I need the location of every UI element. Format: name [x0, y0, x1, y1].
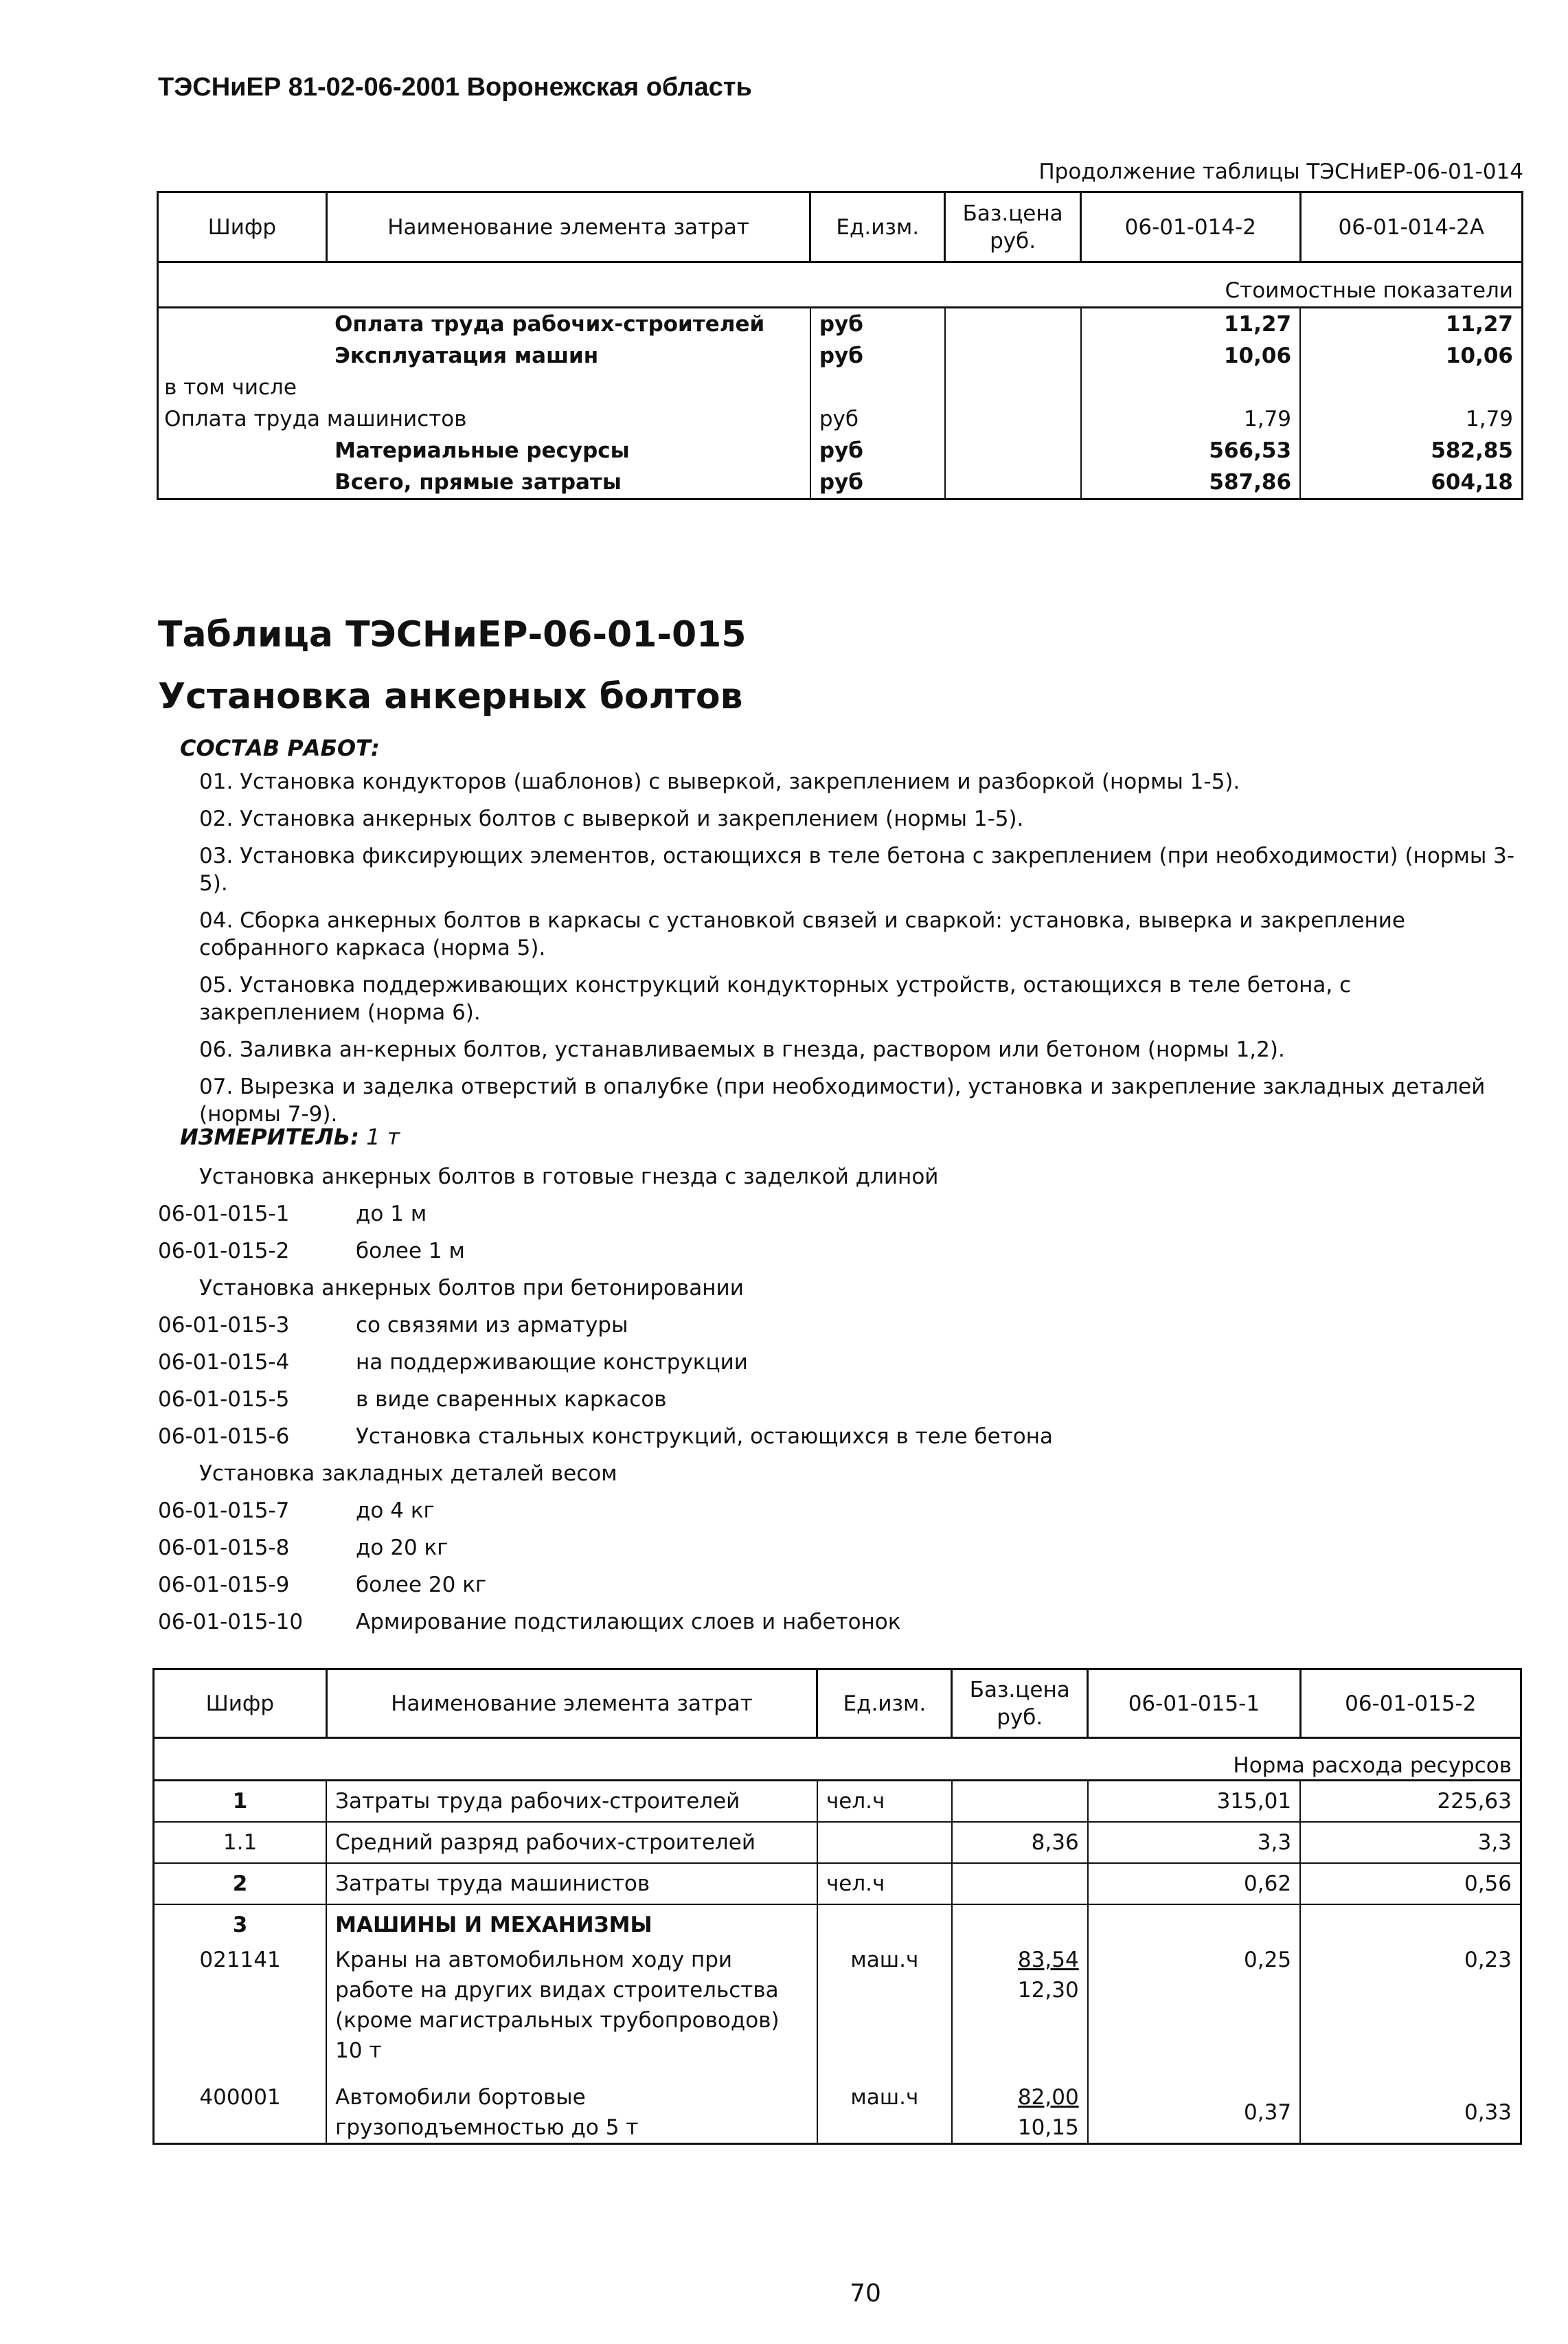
- row-value-1: 0,37: [1088, 2082, 1300, 2144]
- table-continuation-note: Продолжение таблицы ТЭСНиЕР-06-01-014: [1038, 159, 1523, 184]
- row-unit: чел.ч: [817, 1781, 952, 1823]
- norm-code: 06-01-015-3: [158, 1313, 290, 1338]
- norm-text: до 1 м: [356, 1202, 427, 1226]
- row-name: МАШИНЫ И МЕХАНИЗМЫ: [326, 1904, 817, 1945]
- list-item: 03. Установка фиксирующих элементов, остающихся в теле бетона с закреплением (при необходимости) (нормы 3-5).: [199, 844, 1515, 896]
- table-row: [158, 340, 1523, 372]
- list-item: [158, 1232, 1504, 1270]
- row-name: Оплата труда машинистов: [164, 407, 467, 431]
- norm-group: Установка анкерных болтов в готовые гнезда с заделкой длиной: [199, 1164, 939, 1189]
- col-header-norm-1: 06-01-015-1: [1088, 1669, 1300, 1738]
- list-item: 07. Вырезка и заделка отверстий в опалубке (при необходимости), установка и закрепление закладных деталей (нормы 7-9).: [199, 1074, 1486, 1127]
- norm-code: 06-01-015-9: [158, 1573, 290, 1597]
- col-header-name: Наименование элемента затрат: [326, 192, 810, 262]
- norm-text: до 20 кг: [356, 1535, 448, 1560]
- norm-text: со связями из арматуры: [356, 1313, 628, 1338]
- row-value-2: 3,3: [1300, 1822, 1521, 1863]
- norm-code: 06-01-015-4: [158, 1350, 290, 1375]
- col-header-norm-2: 06-01-014-2А: [1300, 192, 1522, 262]
- cost-table-06-01-014: [157, 191, 1523, 500]
- resource-table-06-01-015: [152, 1668, 1522, 2145]
- col-header-code: Шифр: [158, 192, 327, 262]
- list-item: [158, 1307, 1504, 1344]
- row-code: 021141: [154, 1945, 327, 2082]
- row-value-2: 0,33: [1300, 2082, 1521, 2144]
- table-row: [154, 1781, 1521, 1823]
- row-code: 400001: [154, 2082, 327, 2144]
- row-unit: маш.ч: [817, 2082, 952, 2144]
- row-value-1: 315,01: [1088, 1781, 1300, 1823]
- row-unit: руб: [810, 435, 945, 466]
- row-name: Оплата труда рабочих-строителей: [334, 312, 765, 337]
- list-item: [158, 1529, 1504, 1566]
- row-code: 1: [154, 1781, 327, 1823]
- row-value-2: 10,06: [1300, 340, 1522, 372]
- row-name: Затраты труда рабочих-строителей: [326, 1781, 817, 1823]
- table-title: Таблица ТЭСНиЕР-06-01-015: [158, 614, 747, 655]
- row-name: Средний разряд рабочих-строителей: [326, 1822, 817, 1863]
- row-name: Автомобили бортовые грузоподъемностью до 5 т: [326, 2082, 817, 2144]
- row-value-1: 3,3: [1088, 1822, 1300, 1863]
- norm-group: Установка закладных деталей весом: [199, 1461, 617, 1486]
- norm-text: более 1 м: [356, 1239, 465, 1263]
- col-header-code: Шифр: [154, 1669, 327, 1738]
- norm-code: 06-01-015-10: [158, 1610, 304, 1634]
- row-value-1: 566,53: [1081, 435, 1300, 466]
- col-header-base-price: Баз.цена руб.: [952, 1669, 1088, 1738]
- row-value-1: 0,62: [1088, 1863, 1300, 1904]
- norm-code: 06-01-015-7: [158, 1498, 290, 1523]
- list-item: 04. Сборка анкерных болтов в каркасы с установкой связей и сваркой: установка, выверка и закрепление собранного каркаса (норма 5).: [199, 908, 1405, 960]
- row-unit: руб: [810, 466, 945, 499]
- col-header-unit: Ед.изм.: [810, 192, 945, 262]
- col-header-norm-1: 06-01-014-2: [1081, 192, 1300, 262]
- row-value-2: 225,63: [1300, 1781, 1521, 1823]
- table2-subheader: Норма расхода ресурсов: [154, 1738, 1521, 1781]
- norm-code: 06-01-015-1: [158, 1202, 290, 1226]
- norm-code: 06-01-015-8: [158, 1535, 290, 1560]
- row-name: Всего, прямые затраты: [326, 466, 810, 499]
- list-item: 02. Установка анкерных болтов с выверкой и закреплением (нормы 1-5).: [199, 807, 1024, 831]
- row-value-1: 11,27: [1081, 308, 1300, 341]
- row-unit: руб: [810, 403, 945, 435]
- row-code: 2: [154, 1863, 327, 1904]
- norm-code: 06-01-015-5: [158, 1387, 290, 1412]
- table-row: [158, 308, 1523, 341]
- row-name: в том числе: [164, 375, 297, 400]
- table-row: [158, 403, 1523, 435]
- table-row: [154, 2082, 1521, 2144]
- norms-list: [158, 1158, 1504, 1641]
- row-value-2: 0,56: [1300, 1863, 1521, 1904]
- table-row: [154, 1822, 1521, 1863]
- row-code: 3: [154, 1904, 327, 1945]
- norm-text: Армирование подстилающих слоев и набетонок: [356, 1610, 901, 1634]
- row-value-2: 11,27: [1300, 308, 1522, 341]
- norm-text: более 20 кг: [356, 1573, 487, 1597]
- row-value-1: 587,86: [1081, 466, 1300, 499]
- list-item: [158, 1195, 1504, 1232]
- list-item: 05. Установка поддерживающих конструкций кондукторных устройств, остающихся в теле бетона, с закреплением (норма 6).: [199, 973, 1352, 1025]
- norm-code: 06-01-015-2: [158, 1239, 290, 1263]
- row-name: Эксплуатация машин: [334, 343, 599, 368]
- row-base-price: 82,00 10,15: [952, 2082, 1088, 2144]
- norm-text: до 4 кг: [356, 1498, 435, 1523]
- row-unit: руб: [810, 340, 945, 372]
- norm-text: Установка стальных конструкций, остающихся в теле бетона: [356, 1424, 1053, 1449]
- col-header-base-price: Баз.цена руб.: [945, 192, 1081, 262]
- row-base-price: 83,54 12,30: [952, 1945, 1088, 2082]
- table-row: [158, 466, 1523, 499]
- table-row: [154, 1945, 1521, 2082]
- row-name: Краны на автомобильном ходу при работе на других видах строительства (кроме магистральных трубопроводов) 10 т: [326, 1945, 817, 2082]
- list-item: 01. Установка кондукторов (шаблонов) с выверкой, закреплением и разборкой (нормы 1-5).: [199, 769, 1240, 794]
- row-value-2: 604,18: [1300, 466, 1522, 499]
- norm-text: в виде сваренных каркасов: [356, 1387, 667, 1412]
- measure-label: ИЗМЕРИТЕЛЬ:: [180, 1124, 359, 1150]
- norm-code: 06-01-015-6: [158, 1424, 290, 1449]
- row-value-1: 1,79: [1081, 403, 1300, 435]
- list-item: [158, 1344, 1504, 1381]
- measure-unit: [180, 1124, 400, 1150]
- row-unit: руб: [810, 308, 945, 341]
- works-list: [199, 768, 1518, 1138]
- row-value-1: 10,06: [1081, 340, 1300, 372]
- row-name: Затраты труда машинистов: [326, 1863, 817, 1904]
- document-header: ТЭСНиЕР 81-02-06-2001 Воронежская область: [158, 73, 752, 102]
- table-row: [158, 372, 1523, 403]
- page-number: 70: [850, 2279, 881, 2308]
- row-name: Материальные ресурсы: [334, 438, 630, 463]
- list-item: 06. Заливка ан-керных болтов, устанавливаемых в гнезда, раствором или бетоном (нормы 1,2).: [199, 1037, 1285, 1062]
- table-row: [154, 1863, 1521, 1904]
- norm-group: Установка анкерных болтов при бетонировании: [199, 1276, 744, 1300]
- row-base-price: 8,36: [952, 1822, 1088, 1863]
- row-value-2: 582,85: [1300, 435, 1522, 466]
- measure-value: 1 т: [366, 1124, 400, 1150]
- list-item: [158, 1492, 1504, 1529]
- list-item: [158, 1603, 1504, 1641]
- col-header-name: Наименование элемента затрат: [326, 1669, 817, 1738]
- row-value-2: 0,23: [1300, 1945, 1521, 2082]
- row-value-2: 1,79: [1300, 403, 1522, 435]
- table1-subheader: Стоимостные показатели: [158, 262, 1523, 308]
- table-subtitle: Установка анкерных болтов: [158, 676, 743, 717]
- table-row: [158, 435, 1523, 466]
- row-code: 1.1: [154, 1822, 327, 1863]
- col-header-norm-2: 06-01-015-2: [1300, 1669, 1521, 1738]
- row-value-1: 0,25: [1088, 1945, 1300, 2082]
- list-item: [158, 1566, 1504, 1603]
- row-unit: чел.ч: [817, 1863, 952, 1904]
- table-row: [154, 1904, 1521, 1945]
- list-item: [158, 1418, 1504, 1455]
- list-item: [158, 1381, 1504, 1418]
- row-unit: маш.ч: [817, 1945, 952, 2082]
- col-header-unit: Ед.изм.: [817, 1669, 952, 1738]
- norm-text: на поддерживающие конструкции: [356, 1350, 748, 1375]
- works-label: СОСТАВ РАБОТ:: [180, 735, 380, 761]
